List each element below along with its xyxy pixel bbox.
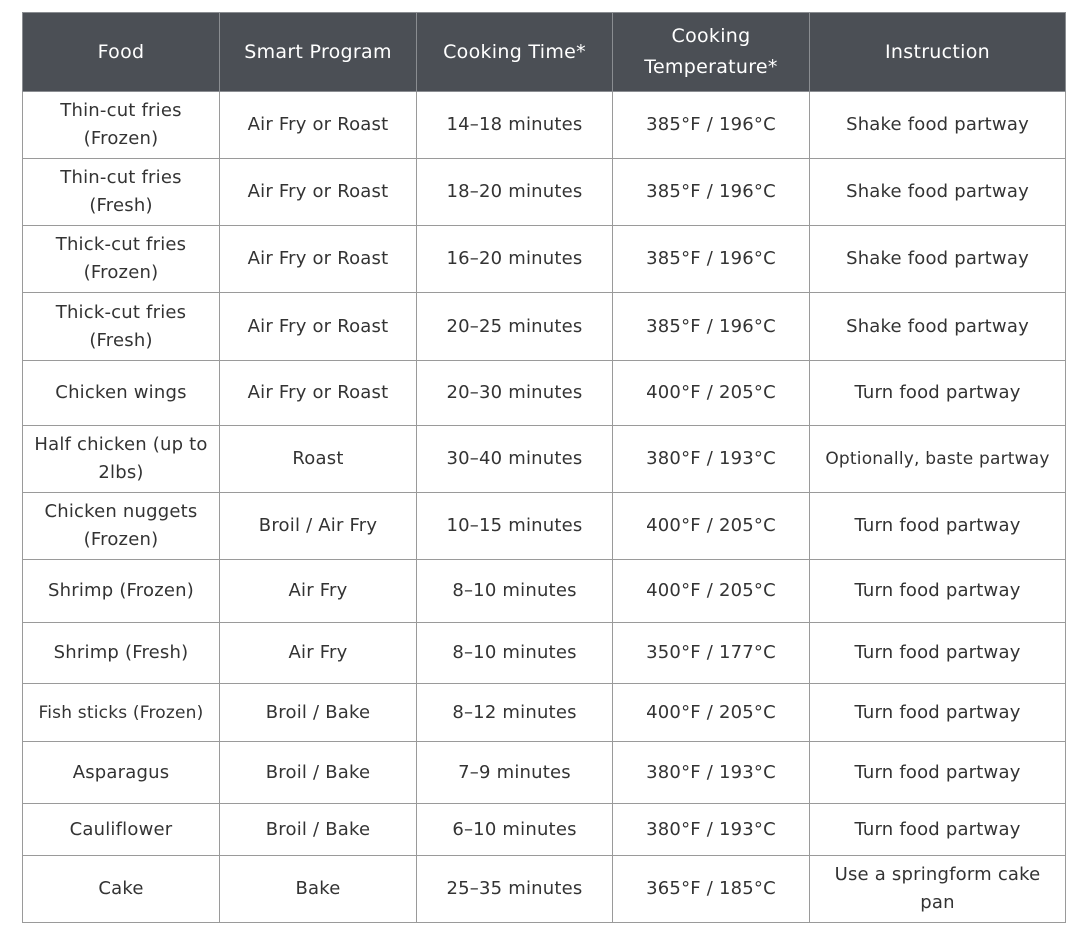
table-row xyxy=(23,856,1066,923)
table-row xyxy=(23,742,1066,804)
table-row xyxy=(23,804,1066,856)
header-cooking-time: Cooking Time* xyxy=(417,13,613,92)
cell-time: 18–20 minutes xyxy=(417,159,613,226)
table-header xyxy=(23,13,1066,92)
table-row xyxy=(23,426,1066,493)
table-row xyxy=(23,226,1066,293)
cell-temp: 385°F / 196°C xyxy=(613,92,810,159)
header-cooking-temperature: Cooking Temperature* xyxy=(613,13,810,92)
cell-food: Shrimp (Frozen) xyxy=(23,560,220,623)
header-smart-program: Smart Program xyxy=(220,13,417,92)
cell-program: Air Fry or Roast xyxy=(220,159,417,226)
cell-program: Broil / Bake xyxy=(220,804,417,856)
table-row xyxy=(23,684,1066,742)
cell-food: Half chicken (up to 2lbs) xyxy=(23,426,220,493)
cell-food: Cake xyxy=(23,856,220,923)
cell-temp: 400°F / 205°C xyxy=(613,361,810,426)
table-row xyxy=(23,293,1066,361)
table-row xyxy=(23,623,1066,684)
cell-program: Broil / Bake xyxy=(220,742,417,804)
cell-program: Air Fry xyxy=(220,623,417,684)
cell-program: Air Fry xyxy=(220,560,417,623)
cell-temp: 385°F / 196°C xyxy=(613,159,810,226)
cell-instruction: Shake food partway xyxy=(810,159,1066,226)
cell-time: 20–30 minutes xyxy=(417,361,613,426)
cell-time: 6–10 minutes xyxy=(417,804,613,856)
table-row xyxy=(23,92,1066,159)
cell-temp: 380°F / 193°C xyxy=(613,804,810,856)
cell-food: Thin-cut fries (Fresh) xyxy=(23,159,220,226)
cell-instruction: Turn food partway xyxy=(810,804,1066,856)
cell-time: 8–10 minutes xyxy=(417,560,613,623)
cell-food: Thick-cut fries (Frozen) xyxy=(23,226,220,293)
cell-program: Air Fry or Roast xyxy=(220,226,417,293)
cell-time: 7–9 minutes xyxy=(417,742,613,804)
cell-temp: 400°F / 205°C xyxy=(613,493,810,560)
cell-time: 16–20 minutes xyxy=(417,226,613,293)
cell-temp: 385°F / 196°C xyxy=(613,293,810,361)
cell-food: Cauliflower xyxy=(23,804,220,856)
cell-instruction: Turn food partway xyxy=(810,560,1066,623)
cell-instruction: Shake food partway xyxy=(810,226,1066,293)
cell-instruction: Turn food partway xyxy=(810,361,1066,426)
cell-temp: 380°F / 193°C xyxy=(613,742,810,804)
cell-instruction: Turn food partway xyxy=(810,684,1066,742)
cell-instruction: Shake food partway xyxy=(810,92,1066,159)
table-row xyxy=(23,159,1066,226)
table-body xyxy=(23,92,1066,923)
cell-instruction: Optionally, baste partway xyxy=(810,426,1066,493)
cooking-chart xyxy=(22,12,1065,923)
table-row xyxy=(23,493,1066,560)
cell-time: 14–18 minutes xyxy=(417,92,613,159)
cell-time: 8–10 minutes xyxy=(417,623,613,684)
cell-time: 20–25 minutes xyxy=(417,293,613,361)
cell-time: 25–35 minutes xyxy=(417,856,613,923)
cell-temp: 400°F / 205°C xyxy=(613,560,810,623)
cell-temp: 385°F / 196°C xyxy=(613,226,810,293)
header-row xyxy=(23,13,1066,92)
table-row xyxy=(23,361,1066,426)
table-row xyxy=(23,560,1066,623)
cell-program: Air Fry or Roast xyxy=(220,361,417,426)
header-instruction: Instruction xyxy=(810,13,1066,92)
cell-time: 8–12 minutes xyxy=(417,684,613,742)
cell-instruction: Shake food partway xyxy=(810,293,1066,361)
cell-temp: 365°F / 185°C xyxy=(613,856,810,923)
cell-food: Thick-cut fries (Fresh) xyxy=(23,293,220,361)
cell-time: 10–15 minutes xyxy=(417,493,613,560)
cell-food: Asparagus xyxy=(23,742,220,804)
cell-food: Chicken nuggets (Frozen) xyxy=(23,493,220,560)
cell-instruction: Use a springform cake pan xyxy=(810,856,1066,923)
cell-program: Air Fry or Roast xyxy=(220,293,417,361)
cell-time: 30–40 minutes xyxy=(417,426,613,493)
cell-program: Bake xyxy=(220,856,417,923)
header-food: Food xyxy=(23,13,220,92)
cell-instruction: Turn food partway xyxy=(810,623,1066,684)
cell-temp: 400°F / 205°C xyxy=(613,684,810,742)
cell-program: Roast xyxy=(220,426,417,493)
cell-program: Broil / Bake xyxy=(220,684,417,742)
cell-program: Broil / Air Fry xyxy=(220,493,417,560)
cooking-table xyxy=(22,12,1066,923)
cell-temp: 350°F / 177°C xyxy=(613,623,810,684)
cell-temp: 380°F / 193°C xyxy=(613,426,810,493)
cell-program: Air Fry or Roast xyxy=(220,92,417,159)
cell-instruction: Turn food partway xyxy=(810,493,1066,560)
cell-food: Thin-cut fries (Frozen) xyxy=(23,92,220,159)
cell-instruction: Turn food partway xyxy=(810,742,1066,804)
cell-food: Shrimp (Fresh) xyxy=(23,623,220,684)
cell-food: Chicken wings xyxy=(23,361,220,426)
cell-food: Fish sticks (Frozen) xyxy=(23,684,220,742)
